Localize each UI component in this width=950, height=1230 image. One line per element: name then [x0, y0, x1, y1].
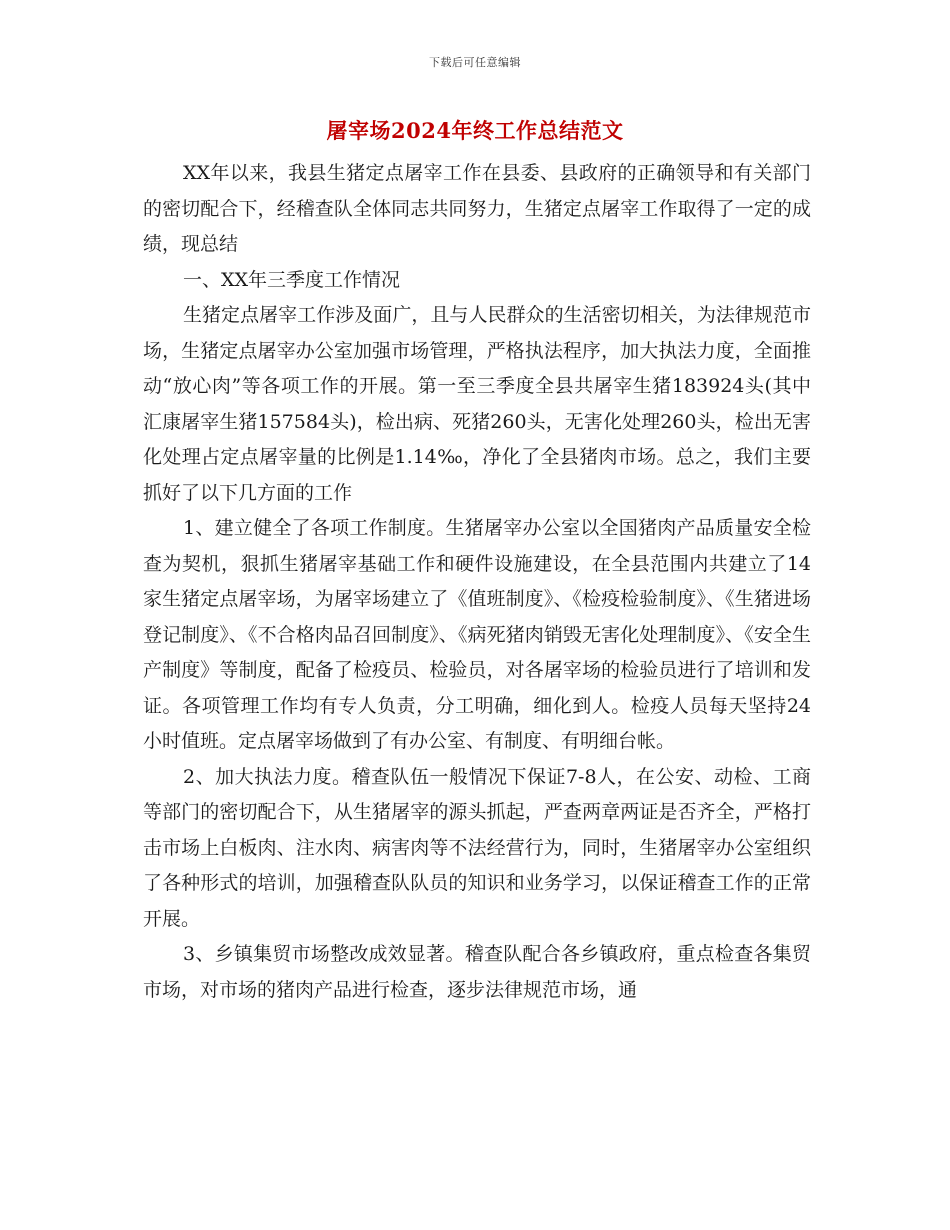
paragraph-intro: XX年以来，我县生猪定点屠宰工作在县委、县政府的正确领导和有关部门的密切配合下，经稽查队全体同志共同努力，生猪定点屠宰工作取得了一定的成绩，现总结	[143, 162, 811, 255]
document-body	[143, 156, 811, 1008]
paragraph-item-3: 3、乡镇集贸市场整改成效显著。稽查队配合各乡镇政府，重点检查各集贸市场，对市场的猪肉产品进行检查，逐步法律规范市场，通	[143, 943, 811, 1001]
paragraph-overview: 生猪定点屠宰工作涉及面广，且与人民群众的生活密切相关，为法律规范市场，生猪定点屠宰办公室加强市场管理，严格执法程序，加大执法力度，全面推动“放心肉”等各项工作的开展。第一至三季度全县共屠宰生猪183924头(其中汇康屠宰生猪157584头)，检出病、死猪260头，无害化处理260头，检出无害化处理占定点屠宰量的比例是1.14‰，净化了全县猪肉市场。总之，我们主要抓好了以下几方面的工作	[143, 304, 811, 504]
paragraph-item-2: 2、加大执法力度。稽查队伍一般情况下保证7-8人，在公安、动检、工商等部门的密切配合下，从生猪屠宰的源头抓起，严查两章两证是否齐全，严格打击市场上白板肉、注水肉、病害肉等不法经营行为，同时，生猪屠宰办公室组织了各种形式的培训，加强稽查队队员的知识和业务学习，以保证稽查工作的正常开展。	[143, 765, 811, 930]
document-title: 屠宰场2024年终工作总结范文	[326, 118, 624, 143]
paragraph-item-1: 1、建立健全了各项工作制度。生猪屠宰办公室以全国猪肉产品质量安全检查为契机，狠抓生猪屠宰基础工作和硬件设施建设，在全县范围内共建立了14家生猪定点屠宰场，为屠宰场建立了《值班制度》、《检疫检验制度》、《生猪进场登记制度》、《不合格肉品召回制度》、《病死猪肉销毁无害化处理制度》、《安全生产制度》等制度，配备了检疫员、检验员，对各屠宰场的检验员进行了培训和发证。各项管理工作均有专人负责，分工明确，细化到人。检疫人员每天坚持24小时值班。定点屠宰场做到了有办公室、有制度、有明细台帐。	[143, 517, 811, 752]
section-heading: 一、XX年三季度工作情况	[183, 268, 401, 291]
page-header-note: 下载后可任意编辑	[429, 56, 521, 69]
